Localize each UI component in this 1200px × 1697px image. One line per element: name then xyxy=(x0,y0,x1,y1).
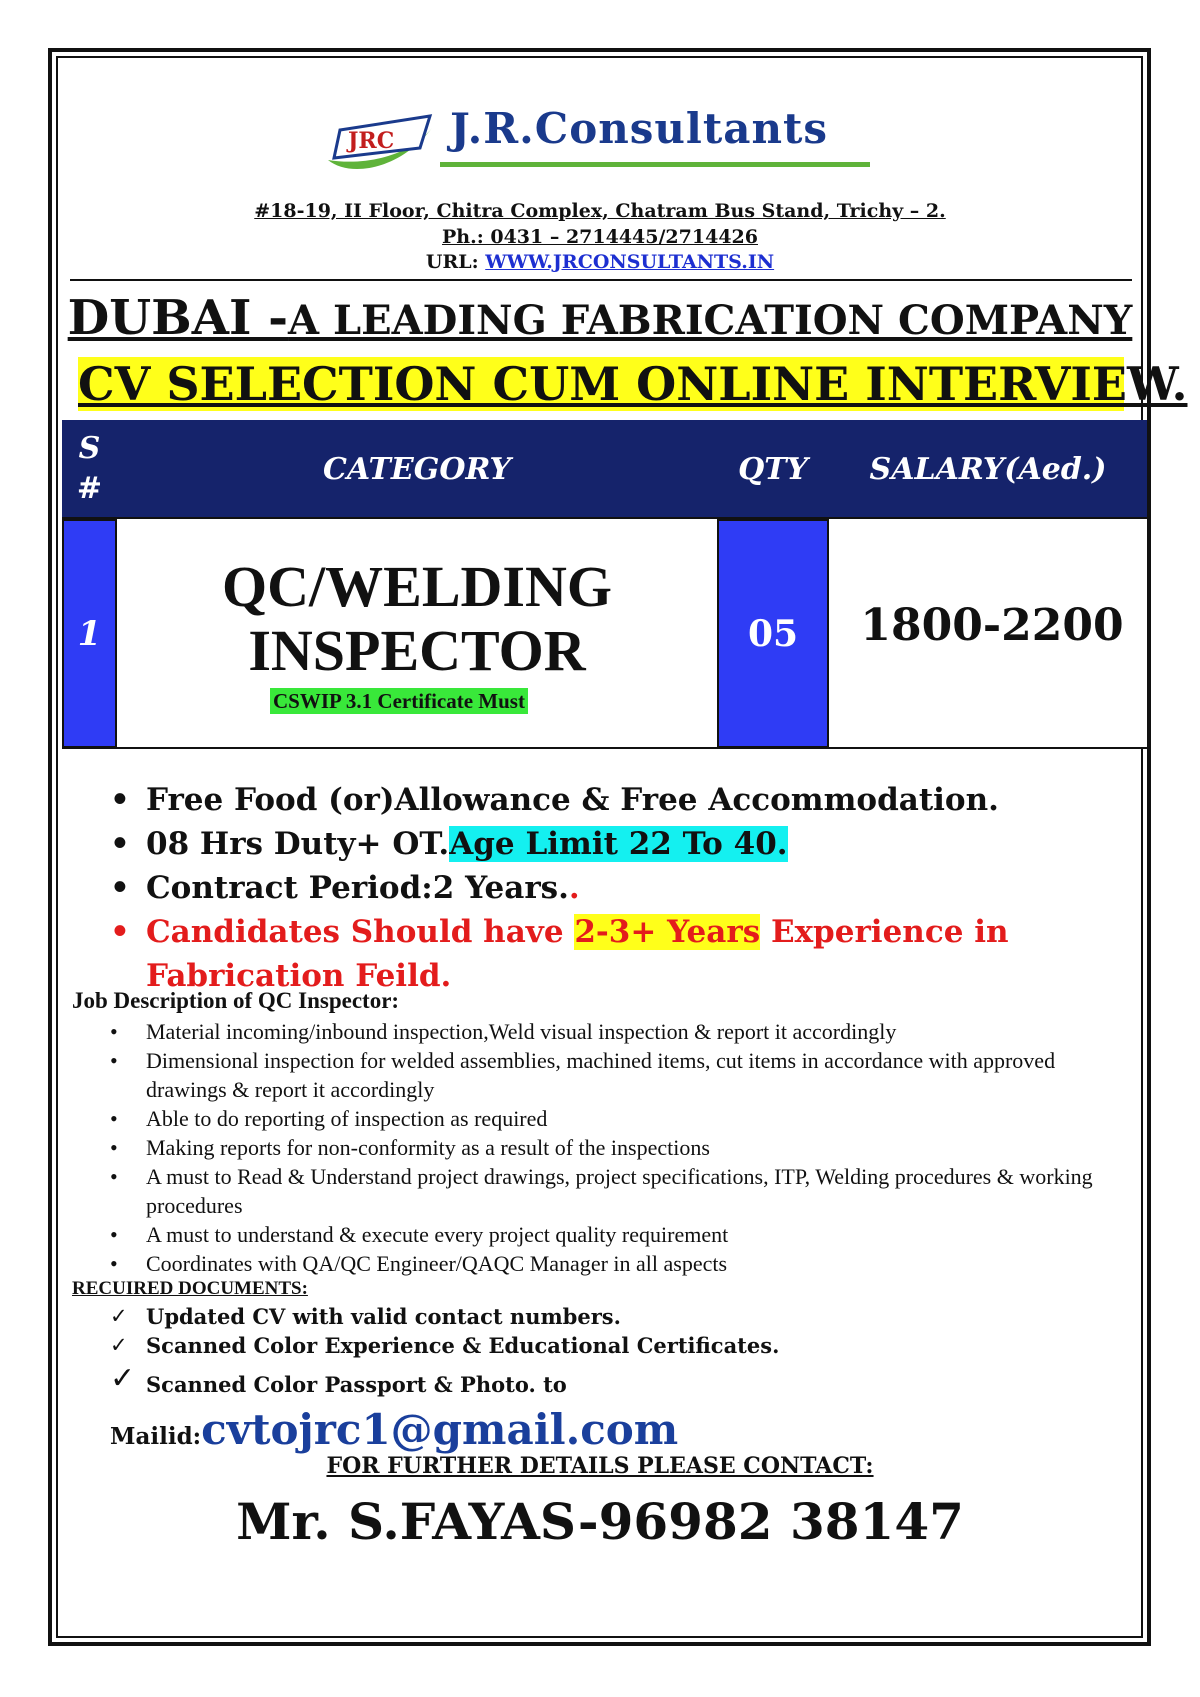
job-description-list xyxy=(110,1017,1120,1278)
table-row-divider xyxy=(62,517,1147,519)
benefit-item: • Free Food (or)Allowance & Free Accommodation. xyxy=(110,778,1046,822)
logo-underline xyxy=(440,162,870,167)
jd-item: • Making reports for non-conformity as a result of the inspections xyxy=(110,1133,1120,1162)
logo-mark-text: JRC xyxy=(348,128,395,154)
subtitle-highlight xyxy=(78,357,1188,411)
headline xyxy=(0,290,1200,346)
document-item: ✓ Scanned Color Experience & Educational Certificates. xyxy=(110,1331,779,1360)
th-sno: S # xyxy=(62,420,117,518)
salary-range: 1800-2200 xyxy=(860,600,1124,651)
th-qty: QTY xyxy=(717,420,829,518)
jd-item: • Coordinates with QA/QC Engineer/QAQC Manager in all aspects xyxy=(110,1249,1120,1278)
certificate-requirement: CSWIP 3.1 Certificate Must xyxy=(270,688,528,714)
jd-item: • Able to do reporting of inspection as required xyxy=(110,1104,1120,1133)
benefit-item: • 08 Hrs Duty+ OT.Age Limit 22 To 40. xyxy=(110,822,1046,866)
job-description-title: Job Description of QC Inspector: xyxy=(72,988,400,1013)
category-name: QC/WELDING INSPECTOR xyxy=(222,554,612,683)
benefit-item: • Candidates Should have 2-3+ Years Experience in Fabrication Feild. xyxy=(110,910,1046,998)
company-address: #18-19, II Floor, Chitra Complex, Chatram Bus Stand, Trichy – 2. xyxy=(254,200,946,222)
mail-line xyxy=(110,1405,678,1454)
headline-company: A LEADING FABRICATION COMPANY xyxy=(288,297,1133,344)
table-bottom-border xyxy=(62,747,1147,749)
jrc-logo-mark xyxy=(320,108,445,178)
td-qty: 05 xyxy=(717,519,829,748)
company-name: J.R.Consultants xyxy=(450,104,829,153)
mail-address[interactable]: cvtojrc1@gmail.com xyxy=(201,1405,679,1454)
contact-person: Mr. S.FAYAS-96982 38147 xyxy=(236,1492,964,1551)
experience-highlight: 2-3+ Years xyxy=(574,914,761,950)
jd-item: • A must to Read & Understand project drawings, project specifications, ITP, Welding procedures & working procedures xyxy=(110,1162,1120,1220)
header-divider xyxy=(70,279,1132,281)
url-link[interactable]: WWW.JRCONSULTANTS.IN xyxy=(485,251,775,273)
age-limit-highlight: Age Limit 22 To 40. xyxy=(449,826,788,862)
th-salary: SALARY(Aed.) xyxy=(829,420,1147,518)
jd-item: • A must to understand & execute every project quality requirement xyxy=(110,1220,1120,1249)
benefits-list xyxy=(110,778,1046,998)
jd-item: • Material incoming/inbound inspection,Weld visual inspection & report it accordingly xyxy=(110,1017,1120,1046)
company-url: URL: WWW.JRCONSULTANTS.IN xyxy=(425,251,775,273)
required-documents-title: RECUIRED DOCUMENTS: xyxy=(72,1278,308,1299)
document-item: ✓ Updated CV with valid contact numbers. xyxy=(110,1302,779,1331)
headline-subtitle: CV SELECTION CUM ONLINE INTERVIEW. xyxy=(78,357,1188,411)
td-sno: 1 xyxy=(62,519,117,748)
company-phone: Ph.: 0431 – 2714445/2714426 xyxy=(442,226,758,248)
jd-item: • Dimensional inspection for welded assemblies, machined items, cut items in accordance with approved drawings & report it accordingly xyxy=(110,1046,1120,1104)
required-documents-list xyxy=(110,1302,779,1399)
th-category: CATEGORY xyxy=(117,420,717,518)
company-logo xyxy=(320,100,890,180)
document-item: ✓ Scanned Color Passport & Photo. to xyxy=(110,1370,779,1399)
further-details-heading: FOR FURTHER DETAILS PLEASE CONTACT: xyxy=(326,1453,874,1479)
headline-location: DUBAI - xyxy=(67,290,289,346)
mail-label: Mailid: xyxy=(110,1423,202,1450)
benefit-item: • Contract Period:2 Years.. xyxy=(110,866,1046,910)
